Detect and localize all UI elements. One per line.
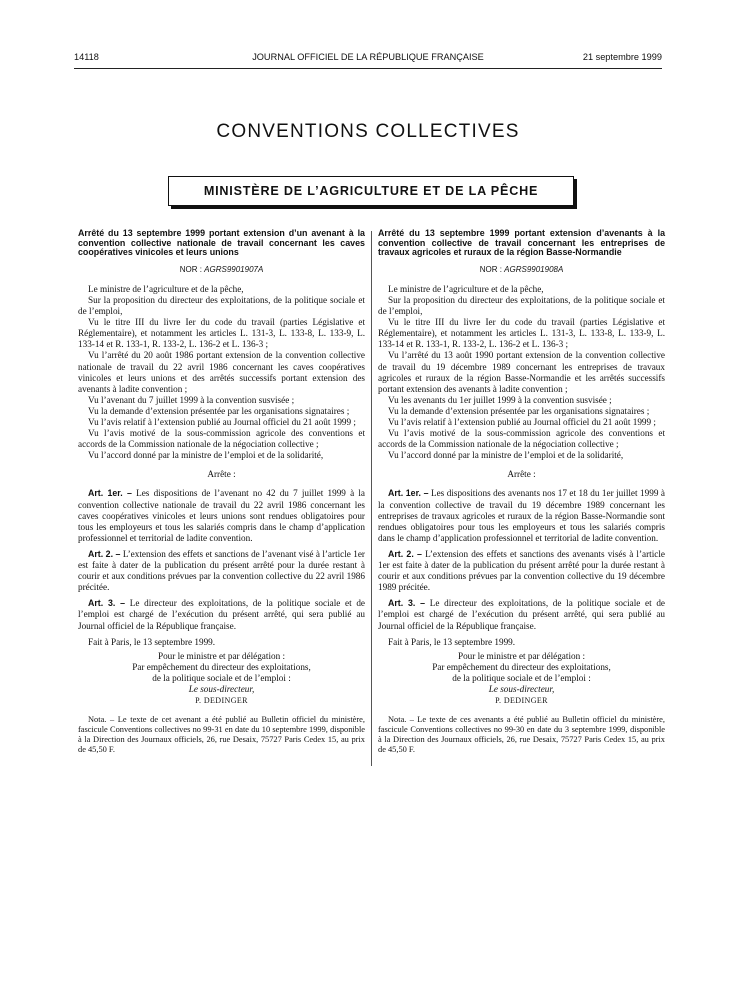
- clause-text: Les dispositions des avenants nos 17 et 18 du 1er juillet 1999 à la convention collective de travail du 19 décembre 1989 concernant les entreprises de travaux agricoles et ruraux de la région Basse-Normandie sont rendues obligatoires pour tous les employeurs et tous les salariés compris dans le champ d’application professionnel et territorial de ladite convention.: [378, 488, 665, 543]
- signer-name: P. DEDINGER: [195, 695, 248, 705]
- journal-title: JOURNAL OFFICIEL DE LA RÉPUBLIQUE FRANÇAISE: [252, 52, 484, 62]
- clause-label: Art. 1er. –: [88, 488, 132, 499]
- paragraph: Vu la demande d’extension présentée par les organisations signataires ;: [88, 405, 350, 416]
- signature-line: de la politique sociale et de l’emploi :: [452, 672, 591, 683]
- paragraph: Vu l’arrêté du 13 août 1990 portant extension de la convention collective de travail du 19 décembre 1989 concernant les entreprises de travaux agricoles et ruraux de la région Basse-Normandie et les arrêtés successifs portant extension des avenants à ladite convention ;: [378, 350, 665, 394]
- paragraph: Le ministre de l’agriculture et de la pêche,: [388, 283, 544, 294]
- article-clause: [78, 549, 365, 593]
- ministry-name: MINISTÈRE DE L’AGRICULTURE ET DE LA PÊCHE: [203, 184, 539, 198]
- section-title: CONVENTIONS COLLECTIVES: [216, 121, 520, 142]
- article-title: Arrêté du 13 septembre 1999 portant extension d’avenants à la convention collective de travail concernant les entreprises de travaux agricoles et ruraux de la région Basse-Normandie: [378, 228, 665, 258]
- nor-code: AGRS9901907A: [204, 264, 264, 274]
- article-clause: [78, 598, 365, 631]
- paragraph: Vu l’accord donné par la ministre de l’emploi et de la solidarité,: [88, 450, 324, 461]
- clause-label: Art. 3. –: [88, 598, 126, 609]
- signer-name: P. DEDINGER: [495, 695, 548, 705]
- signature-line: de la politique sociale et de l’emploi :: [152, 672, 291, 683]
- paragraph: Vu le titre III du livre Ier du code du travail (parties Législative et Réglementaire), et notamment les articles L. 131-3, L. 133-8, L. 133-9, L. 133-14 et R. 133-1, R. 133-2, L. 136-2 et L. 136-3 ;: [378, 317, 665, 350]
- header-rule: [74, 68, 662, 69]
- paragraph: Vu la demande d’extension présentée par les organisations signataires ;: [388, 405, 650, 416]
- signature-line: Pour le ministre et par délégation :: [157, 650, 286, 661]
- signature-place-date: Fait à Paris, le 13 septembre 1999.: [388, 636, 516, 647]
- paragraph: Vu l’avis relatif à l’extension publié au Journal officiel du 21 août 1999 ;: [388, 417, 656, 427]
- nor-label: NOR :: [179, 264, 202, 274]
- article-clause: [378, 598, 665, 631]
- clause-label: Art. 2. –: [88, 548, 121, 559]
- clause-text: Les dispositions de l’avenant no 42 du 7 juillet 1999 à la convention collective nationale de travail du 22 avril 1986 concernant les caves coopératives vinicoles et leurs unions sont rendues obligatoires pour tous les employeurs et tous les salariés compris dans le champ d’application professionnel et territorial de ladite convention.: [78, 488, 365, 543]
- clause-text: Le directeur des exploitations, de la politique sociale et de l’emploi est chargé de l’exécution du présent arrêté, qui sera publié au Journal officiel de la République française.: [78, 598, 365, 631]
- page-header: [74, 52, 662, 66]
- signature-block: [78, 651, 365, 706]
- paragraph: Vu l’avis motivé de la sous-commission agricole des conventions et accords de la Commission nationale de la négociation collective ;: [378, 428, 665, 450]
- clause-text: L’extension des effets et sanctions des avenants visés à l’article 1er est faite à dater de la publication du présent arrêté pour la durée restant à courir et aux conditions prévues par la convention collective du 19 décembre 1989 précitée.: [378, 548, 665, 593]
- paragraph: Vu l’avis motivé de la sous-commission agricole des conventions et accords de la Commission nationale de la négociation collective ;: [78, 428, 365, 450]
- clause-label: Art. 3. –: [388, 598, 426, 609]
- nor-reference: [378, 264, 665, 275]
- clause-text: Le directeur des exploitations, de la politique sociale et de l’emploi est chargé de l’exécution du présent arrêté, qui sera publié au Journal officiel de la République française.: [378, 598, 665, 631]
- article-left: [78, 229, 365, 755]
- paragraph: Vu les avenants du 1er juillet 1999 à la convention susvisée ;: [388, 394, 612, 405]
- nota-note: Nota. – Le texte de ces avenants a été publié au Bulletin officiel du ministère, fascicule Conventions collectives no 99-30 en date du 3 septembre 1999, disponible à la Direction des Journaux officiels, 26, rue Desaix, 75727 Paris Cedex 15, au prix de 45,50 F.: [378, 714, 665, 754]
- paragraph: Vu le titre III du livre Ier du code du travail (parties Législative et Réglementaire), et notamment les articles L. 131-3, L. 133-8, L. 133-9, L. 133-14 et R. 133-1, R. 133-2, L. 136-2 et L. 136-3 ;: [78, 317, 365, 350]
- nor-reference: [78, 264, 365, 275]
- signature-line: Par empêchement du directeur des exploitations,: [432, 661, 611, 672]
- article-clause: [378, 549, 665, 593]
- column-divider: [371, 231, 372, 766]
- paragraph: Sur la proposition du directeur des exploitations, de la politique sociale et de l’emploi,: [78, 294, 365, 317]
- arrete-label: Arrête :: [207, 469, 236, 480]
- clause-label: Art. 1er. –: [388, 488, 429, 499]
- nor-label: NOR :: [479, 264, 502, 274]
- signature-place-date: Fait à Paris, le 13 septembre 1999.: [88, 636, 216, 647]
- ministry-heading: [168, 176, 574, 206]
- paragraph: Le ministre de l’agriculture et de la pêche,: [88, 283, 244, 294]
- article-title: Arrêté du 13 septembre 1999 portant extension d’un avenant à la convention collective nationale de travail concernant les caves coopératives vinicoles et leurs unions: [78, 228, 365, 258]
- clause-text: L’extension des effets et sanctions de l’avenant visé à l’article 1er est faite à dater de la publication du présent arrêté pour la durée restant à courir et aux conditions prévues par la convention collective du 22 avril 1986 précitée.: [78, 548, 365, 593]
- paragraph: Vu l’arrêté du 20 août 1986 portant extension de la convention collective nationale de travail du 22 avril 1986 concernant les caves coopératives vinicoles et leurs unions et des arrêtés successifs portant extension des avenants à ladite convention ;: [78, 350, 365, 394]
- signature-line: Par empêchement du directeur des exploitations,: [132, 661, 311, 672]
- paragraph: Vu l’avenant du 7 juillet 1999 à la convention susvisée ;: [88, 394, 295, 405]
- article-clause: [78, 488, 365, 543]
- page-number: 14118: [74, 52, 99, 62]
- article-right: [378, 229, 665, 755]
- article-clause: [378, 488, 665, 543]
- nor-code: AGRS9901908A: [504, 264, 564, 274]
- signature-line: Pour le ministre et par délégation :: [457, 650, 586, 661]
- paragraph: Vu l’avis relatif à l’extension publié au Journal officiel du 21 août 1999 ;: [88, 417, 356, 427]
- nota-note: Nota. – Le texte de cet avenant a été publié au Bulletin officiel du ministère, fascicule Conventions collectives no 99-31 en date du 10 septembre 1999, disponible à la Direction des Journaux officiels, 26, rue Desaix, 75727 Paris Cedex 15, au prix de 45,50 F.: [78, 714, 365, 754]
- signer-title: Le sous-directeur,: [488, 683, 555, 694]
- paragraph: Vu l’accord donné par la ministre de l’emploi et de la solidarité,: [388, 450, 624, 461]
- signature-block: [378, 651, 665, 706]
- signer-title: Le sous-directeur,: [188, 683, 255, 694]
- publication-date: 21 septembre 1999: [582, 52, 662, 62]
- arrete-label: Arrête :: [507, 469, 536, 480]
- paragraph: Sur la proposition du directeur des exploitations, de la politique sociale et de l’emploi,: [378, 294, 665, 317]
- clause-label: Art. 2. –: [388, 548, 422, 559]
